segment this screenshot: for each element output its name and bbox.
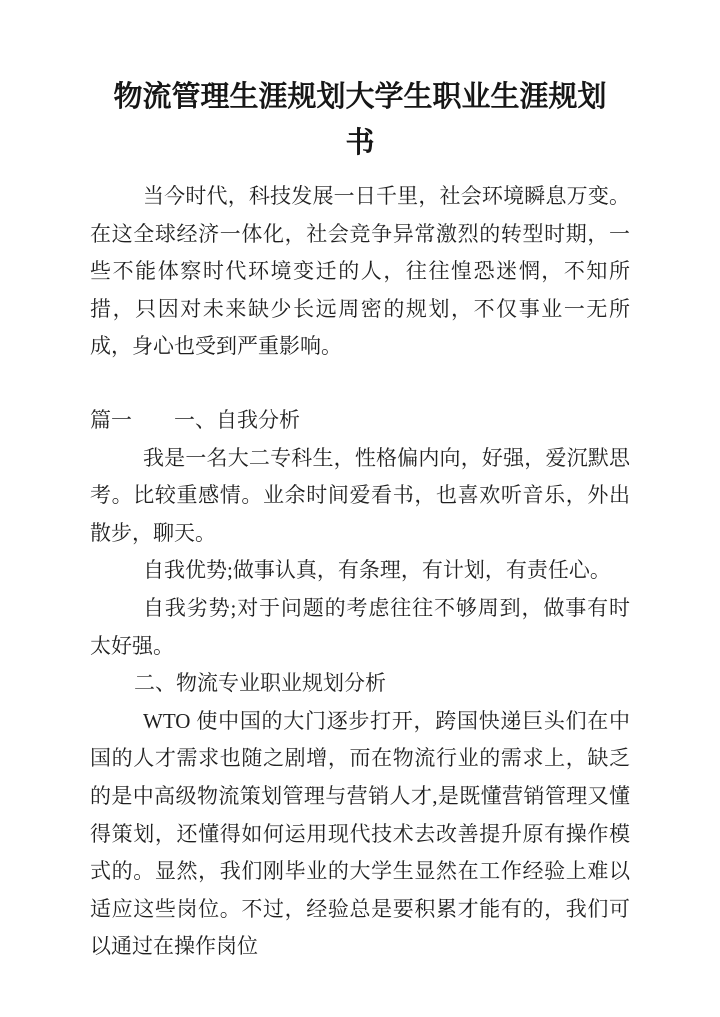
weaknesses-paragraph: 自我劣势;对于问题的考虑往往不够周到，做事有时太好强。 (90, 595, 630, 658)
section-heading-industry-analysis: 二、物流专业职业规划分析 (134, 672, 386, 696)
strengths-paragraph: 自我优势;做事认真，有条理，有计划，有责任心。 (143, 558, 611, 583)
document-title: 物流管理生涯规划大学生职业生涯规划书 (113, 81, 607, 159)
self-analysis-paragraph: 我是一名大二专科生，性格偏内向，好强，爱沉默思考。比较重感情。业余时间爱看书，也喜欢听音乐，外出散步，聊天。 (90, 445, 630, 545)
section-heading-self-analysis: 篇一 一、自我分析 (90, 408, 300, 432)
industry-analysis-paragraph: WTO 使中国的大门逐步打开，跨国快递巨头们在中国的人才需求也随之剧增，而在物流行业的需求上，缺乏的是中高级物流策划管理与营销人才,是既懂营销管理又懂得策划，还懂得如何运用现代技术去改善提升原有操作模式的。显然，我们刚毕业的大学生显然在工作经验上难以适应这些岗位。不过，经验总是要积累才能有的，我们可以通过在操作岗位 (90, 708, 630, 959)
intro-paragraph: 当今时代，科技发展一日千里，社会环境瞬息万变。在这全球经济一体化，社会竞争异常激烈的转型时期，一些不能体察时代环境变迁的人，往往惶恐迷惘，不知所措，只因对未来缺少长远周密的规划，不仅事业一无所成，身心也受到严重影响。 (90, 184, 630, 359)
